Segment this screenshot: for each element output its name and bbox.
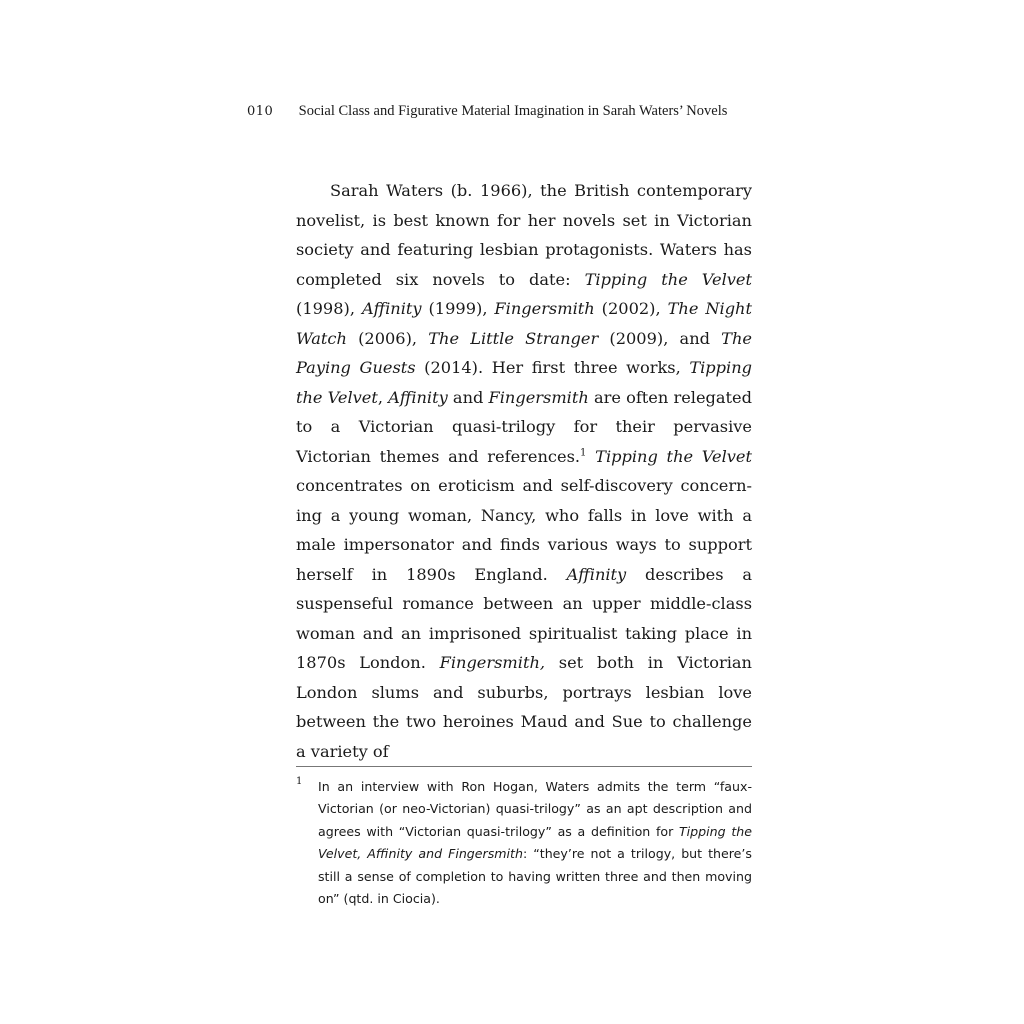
body-text-segment: (1999), <box>421 299 495 318</box>
body-paragraph <box>296 176 752 766</box>
novel-title: The Little Stranger <box>428 328 599 348</box>
novel-title: The Paying Guests <box>296 328 752 377</box>
footnote <box>296 776 752 910</box>
body-text-segment: are often relegated to a Victorian quasi-trilogy for their pervasive Victorian themes and references. <box>296 387 753 466</box>
body-text-segment: , <box>377 387 389 407</box>
novel-title: Fingersmith <box>488 387 589 407</box>
body-text-segment: (2006), <box>346 328 429 348</box>
body-text-segment: (2014). Her first three works, <box>415 358 690 377</box>
body-text-segment <box>586 447 595 466</box>
body-text-segment: (2009), and <box>598 328 722 348</box>
novel-title: Tipping the Velvet <box>296 358 752 407</box>
body-text-segment: describes a suspenseful romance between an upper middle-class woman and an imprisoned spiritualist taking place in 1870s London. <box>296 564 752 672</box>
novel-title: Affinity <box>566 564 627 584</box>
body-text-segment: (1998), <box>296 299 362 318</box>
body-text-segment: set both in Victorian London slums and suburbs, portrays lesbian love between the two heroines Maud and Sue to challenge a variety of <box>296 653 752 761</box>
running-title: Social Class and Figurative Material Imagination in Sarah Waters’ Novels <box>298 103 728 119</box>
body-text-segment: (2002), <box>594 299 668 318</box>
footnote-divider <box>296 766 752 767</box>
body-text-segment: Sarah Waters (b. 1966), the British contemporary novelist, is best known for her novels set in Victorian society and featuring lesbian protagonists. Waters has completed six novels to date: <box>296 181 752 289</box>
body-text-segment: concentrates on eroticism and self-discovery concerning a young woman, Nancy, who falls in love with a male impersonator and finds various ways to support herself in 1890s England. <box>296 476 752 584</box>
footnote-number: 1 <box>296 776 303 787</box>
footnote-text <box>318 776 752 910</box>
novel-title: The Night Watch <box>296 299 752 348</box>
page-number: 010 <box>247 104 274 119</box>
footnote-text-segment: : “they’re not a trilogy, but there’s still a sense of completion to having written three and then moving on” (qtd. in Ciocia). <box>318 846 752 907</box>
novel-title: Fingersmith <box>494 299 595 318</box>
footnote-reference[interactable]: 1 <box>580 447 587 459</box>
novel-title: Tipping the Velvet <box>595 446 752 466</box>
novel-title: Fingersmith, <box>439 653 546 672</box>
footnote-text-segment: In an interview with Ron Hogan, Waters admits the term “faux-Victorian (or neo-Victorian) quasi-trilogy” as an apt description and agrees with “Victorian quasi-trilogy” as a definition for <box>318 779 752 839</box>
body-text-segment: and <box>447 387 489 407</box>
novel-title: Tipping the Velvet <box>584 269 752 289</box>
footnote-novel-titles: Tipping the Velvet, Affinity and Fingersmith <box>318 823 752 862</box>
running-header <box>247 103 767 120</box>
novel-title: Affinity <box>388 387 448 407</box>
novel-title: Affinity <box>361 299 422 318</box>
